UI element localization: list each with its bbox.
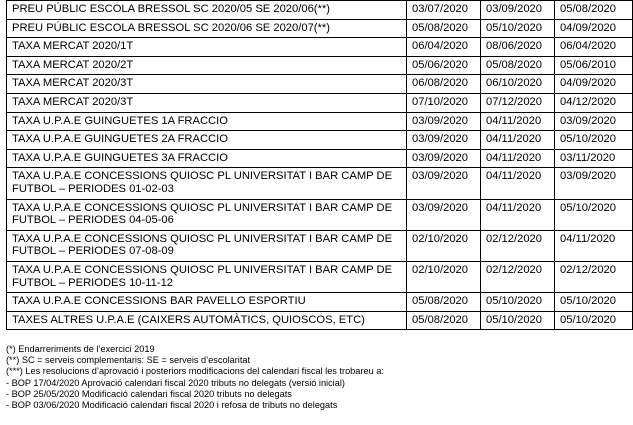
date-start-cell: 05/08/2020 xyxy=(407,19,481,38)
date-charge-cell: 04/09/2020 xyxy=(555,19,633,38)
footnote-line: - BOP 17/04/2020 Aprovació calendari fiscal 2020 tributs no delegats (versió inicial) xyxy=(6,377,345,388)
tax-name-cell: TAXA U.P.A.E GUINGUETES 2A FRACCIO xyxy=(7,131,407,150)
table-row xyxy=(7,93,633,112)
tax-name-cell: TAXES ALTRES U.P.A.E (CAIXERS AUTOMÀTICS, QUIOSCOS, ETC) xyxy=(7,311,407,330)
date-charge-cell: 04/11/2020 xyxy=(555,230,633,261)
date-charge-cell: 04/09/2020 xyxy=(555,75,633,94)
date-charge-cell: 04/12/2020 xyxy=(555,93,633,112)
date-end-cell: 05/10/2020 xyxy=(481,293,555,312)
footnote-line: (*) Endarreriments de l’exercici 2019 xyxy=(6,344,155,354)
date-charge-cell: 05/10/2020 xyxy=(555,199,633,230)
date-end-cell: 04/11/2020 xyxy=(481,112,555,131)
table-row xyxy=(7,261,633,292)
date-start-cell: 02/10/2020 xyxy=(407,261,481,292)
date-start-cell: 03/09/2020 xyxy=(407,168,481,199)
footnotes xyxy=(6,344,626,411)
tax-name-cell: TAXA MERCAT 2020/3T xyxy=(7,75,407,94)
date-end-cell: 05/08/2020 xyxy=(481,56,555,75)
date-start-cell: 03/09/2020 xyxy=(407,131,481,150)
date-start-cell: 03/09/2020 xyxy=(407,149,481,168)
table-row xyxy=(7,19,633,38)
date-charge-cell: 03/09/2020 xyxy=(555,112,633,131)
tax-name-cell: TAXA U.P.A.E CONCESSIONS QUIOSC PL UNIVERSITAT I BAR CAMP DE FUTBOL – PERIODES 07-08-09 xyxy=(7,230,407,261)
table-row xyxy=(7,112,633,131)
fiscal-calendar-table xyxy=(6,0,633,330)
table-row xyxy=(7,1,633,20)
date-end-cell: 07/12/2020 xyxy=(481,93,555,112)
footnote-line: (**) SC = serveis complementaris: SE = serveis d’escolaritat xyxy=(6,355,251,366)
date-charge-cell: 05/06/2010 xyxy=(555,56,633,75)
table-row xyxy=(7,75,633,94)
date-end-cell: 05/10/2020 xyxy=(481,311,555,330)
date-end-cell: 04/11/2020 xyxy=(481,199,555,230)
date-end-cell: 04/11/2020 xyxy=(481,131,555,150)
date-start-cell: 07/10/2020 xyxy=(407,93,481,112)
date-charge-cell: 05/08/2020 xyxy=(555,1,633,20)
date-end-cell: 03/09/2020 xyxy=(481,1,555,20)
table-row xyxy=(7,230,633,261)
table-row xyxy=(7,199,633,230)
date-charge-cell: 05/10/2020 xyxy=(555,311,633,330)
fiscal-calendar-body xyxy=(7,1,633,330)
date-charge-cell: 06/04/2020 xyxy=(555,38,633,57)
date-end-cell: 02/12/2020 xyxy=(481,261,555,292)
date-end-cell: 04/11/2020 xyxy=(481,149,555,168)
tax-name-cell: TAXA MERCAT 2020/2T xyxy=(7,56,407,75)
date-start-cell: 05/08/2020 xyxy=(407,293,481,312)
date-start-cell: 06/08/2020 xyxy=(407,75,481,94)
date-charge-cell: 03/09/2020 xyxy=(555,168,633,199)
date-charge-cell: 05/10/2020 xyxy=(555,131,633,150)
table-row xyxy=(7,38,633,57)
tax-name-cell: TAXA U.P.A.E CONCESSIONS QUIOSC PL UNIVERSITAT I BAR CAMP DE FUTBOL – PERIODES 04-05-06 xyxy=(7,199,407,230)
table-row xyxy=(7,56,633,75)
date-end-cell: 08/06/2020 xyxy=(481,38,555,57)
date-end-cell: 04/11/2020 xyxy=(481,168,555,199)
tax-name-cell: TAXA MERCAT 2020/3T xyxy=(7,93,407,112)
date-start-cell: 05/06/2020 xyxy=(407,56,481,75)
date-charge-cell: 02/12/2020 xyxy=(555,261,633,292)
date-start-cell: 03/09/2020 xyxy=(407,112,481,131)
tax-name-cell: TAXA U.P.A.E CONCESSIONS QUIOSC PL UNIVERSITAT I BAR CAMP DE FUTBOL – PERIODES 01-02-03 xyxy=(7,168,407,199)
tax-name-cell: PREU PÚBLIC ESCOLA BRESSOL SC 2020/05 SE 2020/06(**) xyxy=(7,1,407,20)
date-start-cell: 06/04/2020 xyxy=(407,38,481,57)
table-row xyxy=(7,168,633,199)
tax-name-cell: TAXA MERCAT 2020/1T xyxy=(7,38,407,57)
date-start-cell: 03/09/2020 xyxy=(407,199,481,230)
table-row xyxy=(7,149,633,168)
table-row xyxy=(7,293,633,312)
table-row xyxy=(7,311,633,330)
date-start-cell: 02/10/2020 xyxy=(407,230,481,261)
date-start-cell: 05/08/2020 xyxy=(407,311,481,330)
date-charge-cell: 05/10/2020 xyxy=(555,293,633,312)
tax-name-cell: TAXA U.P.A.E GUINGUETES 3A FRACCIO xyxy=(7,149,407,168)
tax-name-cell: TAXA U.P.A.E CONCESSIONS BAR PAVELLO ESPORTIU xyxy=(7,293,407,312)
footnote-line: (***) Les resolucions d’aprovació i posteriors modificacions del calendari fiscal les trobareu a: xyxy=(6,366,384,377)
tax-name-cell: TAXA U.P.A.E CONCESSIONS QUIOSC PL UNIVERSITAT I BAR CAMP DE FUTBOL – PERIODES 10-11-12 xyxy=(7,261,407,292)
table-row xyxy=(7,131,633,150)
date-end-cell: 05/10/2020 xyxy=(481,19,555,38)
tax-name-cell: TAXA U.P.A.E GUINGUETES 1A FRACCIO xyxy=(7,112,407,131)
date-start-cell: 03/07/2020 xyxy=(407,1,481,20)
date-charge-cell: 03/11/2020 xyxy=(555,149,633,168)
date-end-cell: 06/10/2020 xyxy=(481,75,555,94)
footnote-line: - BOP 03/06/2020 Modificació calendari fiscal 2020 i refosa de tributs no delegats xyxy=(6,400,338,411)
tax-name-cell: PREU PÚBLIC ESCOLA BRESSOL SC 2020/06 SE 2020/07(**) xyxy=(7,19,407,38)
date-end-cell: 02/12/2020 xyxy=(481,230,555,261)
footnote-line: - BOP 25/05/2020 Modificació calendari fiscal 2020 tributs no delegats xyxy=(6,388,292,399)
